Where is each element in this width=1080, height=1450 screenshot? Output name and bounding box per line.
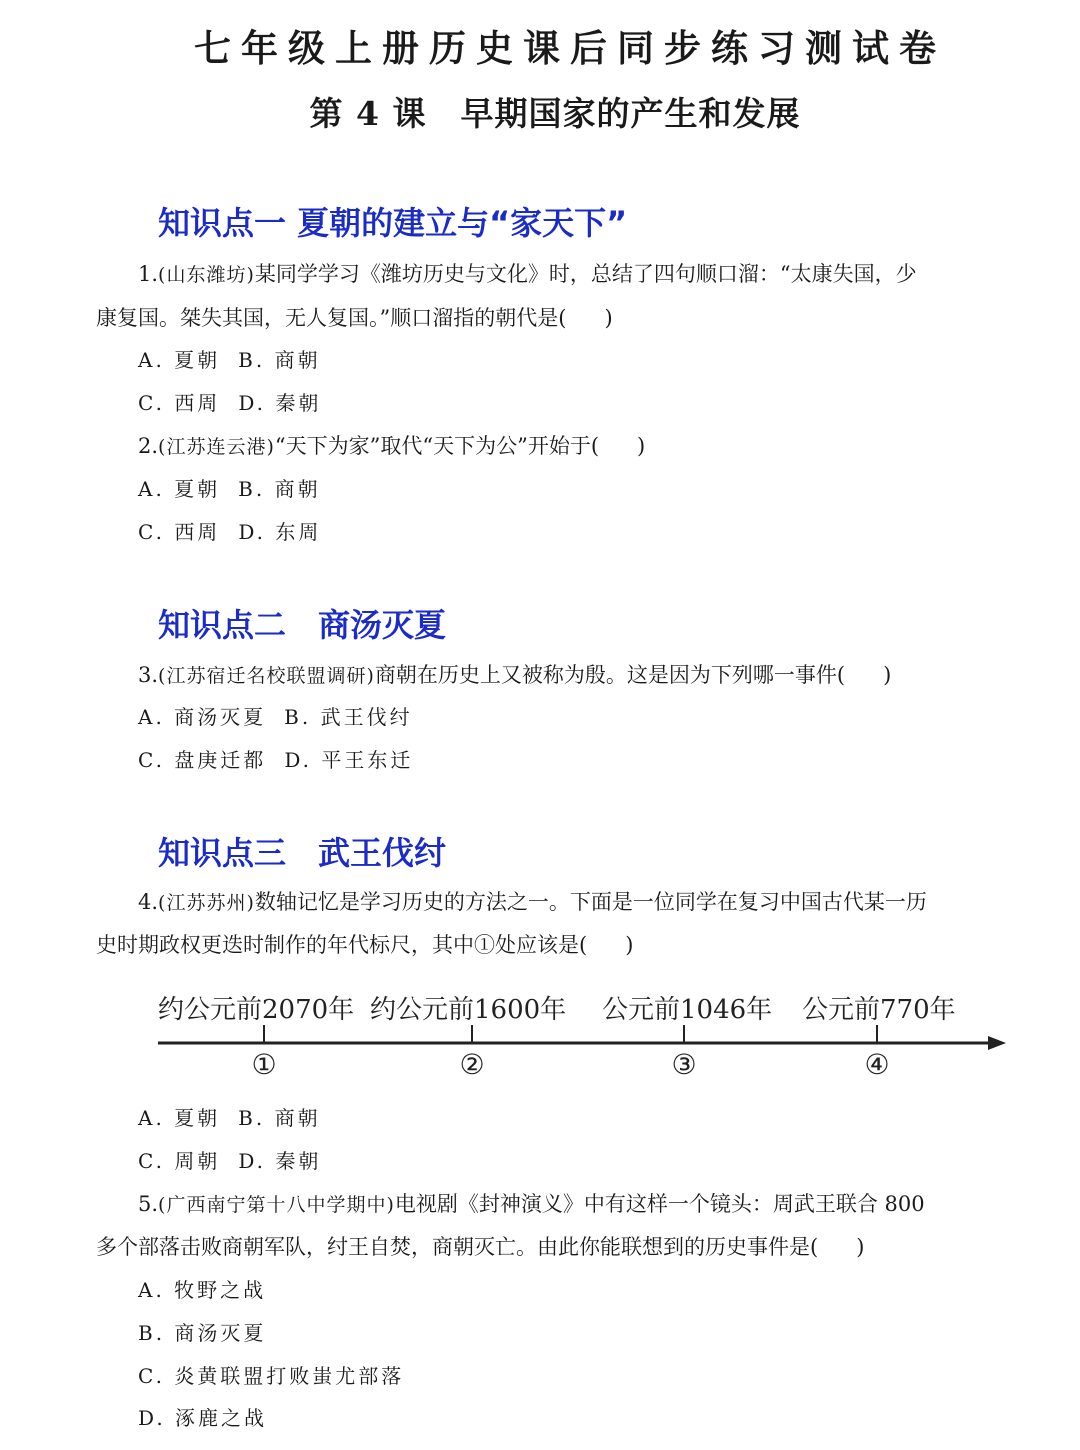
timeline-mark: ② (459, 1048, 485, 1081)
section-heading-1: 知识点一 夏朝的建立与“家天下” (158, 204, 628, 242)
option-d[interactable]: 东周 (275, 520, 322, 544)
question-text: 多个部落击败商朝军队，纣王自焚，商朝灭亡。由此你能联想到的历史事件是( (96, 1235, 819, 1259)
question-text: 康复国。桀失其国，无人复国。”顺口溜指的朝代是( (96, 306, 567, 330)
q4-options-row-2 (138, 1147, 321, 1175)
option-d[interactable]: 秦朝 (275, 1149, 322, 1173)
q5-option-a[interactable] (138, 1276, 266, 1304)
timeline-label: 公元前1046年 (602, 995, 773, 1025)
question-number: 5. (138, 1192, 159, 1216)
option-c[interactable]: 炎黄联盟打败蚩尤部落 (174, 1364, 405, 1388)
option-c[interactable]: 盘庚迁都 (174, 748, 267, 772)
q3-options-row-1 (138, 703, 413, 731)
section-heading-2: 知识点二 商汤灭夏 (158, 606, 447, 644)
q5-option-d[interactable] (138, 1404, 267, 1432)
question-5 (138, 1190, 925, 1219)
option-a-label: A. (138, 1278, 165, 1302)
timeline-mark: ④ (864, 1048, 890, 1081)
option-c[interactable]: 西周 (174, 520, 221, 544)
option-d[interactable]: 秦朝 (275, 391, 322, 415)
option-a[interactable]: 商汤灭夏 (174, 705, 267, 729)
question-text: 史时期政权更迭时制作的年代标尺，其中①处应该是( (96, 933, 588, 957)
option-c-label: C. (138, 1149, 165, 1173)
option-a-label: A. (138, 1106, 165, 1130)
option-b[interactable]: 商朝 (274, 348, 321, 372)
question-source: (江苏苏州) (158, 892, 255, 914)
question-text: 数轴记忆是学习历史的方法之一。下面是一位同学在复习中国古代某一历 (254, 890, 927, 914)
page-title: 七年级上册历史课后同步练习测试卷 (194, 26, 946, 70)
q5-option-c[interactable] (138, 1362, 404, 1390)
option-d-label: D. (238, 520, 266, 544)
question-2 (138, 432, 645, 461)
option-a-label: A. (138, 348, 165, 372)
question-1 (138, 260, 917, 289)
option-d[interactable]: 涿鹿之战 (175, 1406, 268, 1430)
question-number: 2. (138, 434, 159, 458)
question-1-continued (96, 304, 613, 332)
option-a[interactable]: 牧野之战 (174, 1278, 267, 1302)
q1-options-row-1 (138, 346, 321, 374)
option-c[interactable]: 周朝 (174, 1149, 221, 1173)
q5-option-b[interactable] (138, 1319, 266, 1347)
option-b[interactable]: 商汤灭夏 (174, 1321, 267, 1345)
q2-options-row-1 (138, 475, 321, 503)
timeline-figure (150, 985, 1020, 1085)
question-3 (138, 661, 891, 690)
question-number: 1. (138, 262, 159, 286)
option-b[interactable]: 武王伐纣 (320, 705, 413, 729)
option-b[interactable]: 商朝 (274, 1106, 321, 1130)
timeline-label: 约公元前1600年 (370, 995, 567, 1025)
timeline-mark: ① (251, 1048, 277, 1081)
option-d-label: D. (238, 391, 266, 415)
q2-options-row-2 (138, 518, 321, 546)
option-d-label: D. (138, 1406, 166, 1430)
option-d[interactable]: 平王东迁 (321, 748, 414, 772)
blank-close: ) (625, 933, 634, 957)
option-a[interactable]: 夏朝 (174, 348, 221, 372)
timeline-label: 公元前770年 (802, 995, 956, 1025)
q1-options-row-2 (138, 389, 321, 417)
question-text: 电视剧《封神演义》中有这样一个镜头：周武王联合 800 (394, 1192, 925, 1216)
option-b-label: B. (284, 705, 312, 729)
blank-close: ) (856, 1235, 865, 1259)
option-c-label: C. (138, 1364, 165, 1388)
question-5-continued (96, 1233, 864, 1261)
option-b-label: B. (138, 1321, 166, 1345)
timeline-label: 约公元前2070年 (158, 995, 355, 1025)
question-4 (138, 888, 927, 917)
option-a[interactable]: 夏朝 (174, 477, 221, 501)
arrow-icon (988, 1036, 1006, 1050)
option-a[interactable]: 夏朝 (174, 1106, 221, 1130)
timeline-mark: ③ (671, 1048, 697, 1081)
question-source: (江苏连云港) (158, 436, 275, 458)
option-c-label: C. (138, 391, 165, 415)
option-b-label: B. (238, 348, 266, 372)
blank-close: ) (604, 306, 613, 330)
question-number: 4. (138, 890, 159, 914)
option-c-label: C. (138, 520, 165, 544)
question-source: (山东潍坊) (158, 264, 255, 286)
section-heading-3: 知识点三 武王伐纣 (158, 834, 447, 872)
question-4-continued (96, 931, 633, 959)
option-a-label: A. (138, 477, 165, 501)
blank-close: ) (883, 663, 892, 687)
q3-options-row-2 (138, 746, 413, 774)
option-a-label: A. (138, 705, 165, 729)
option-d-label: D. (238, 1149, 266, 1173)
question-source: (江苏宿迁名校联盟调研) (158, 665, 375, 687)
option-b-label: B. (238, 477, 266, 501)
lesson-title: 第 4 课 早期国家的产生和发展 (309, 94, 801, 133)
option-b[interactable]: 商朝 (274, 477, 321, 501)
option-d-label: D. (284, 748, 312, 772)
question-text: 商朝在历史上又被称为殷。这是因为下列哪一事件( (374, 663, 846, 687)
question-number: 3. (138, 663, 159, 687)
question-source: (广西南宁第十八中学期中) (158, 1194, 395, 1216)
option-c-label: C. (138, 748, 165, 772)
q4-options-row-1 (138, 1104, 321, 1132)
question-text: 某同学学习《潍坊历史与文化》时，总结了四句顺口溜：“太康失国，少 (254, 262, 917, 286)
option-c[interactable]: 西周 (174, 391, 221, 415)
option-b-label: B. (238, 1106, 266, 1130)
question-text: “天下为家”取代“天下为公”开始于( (274, 434, 600, 458)
blank-close: ) (637, 434, 646, 458)
